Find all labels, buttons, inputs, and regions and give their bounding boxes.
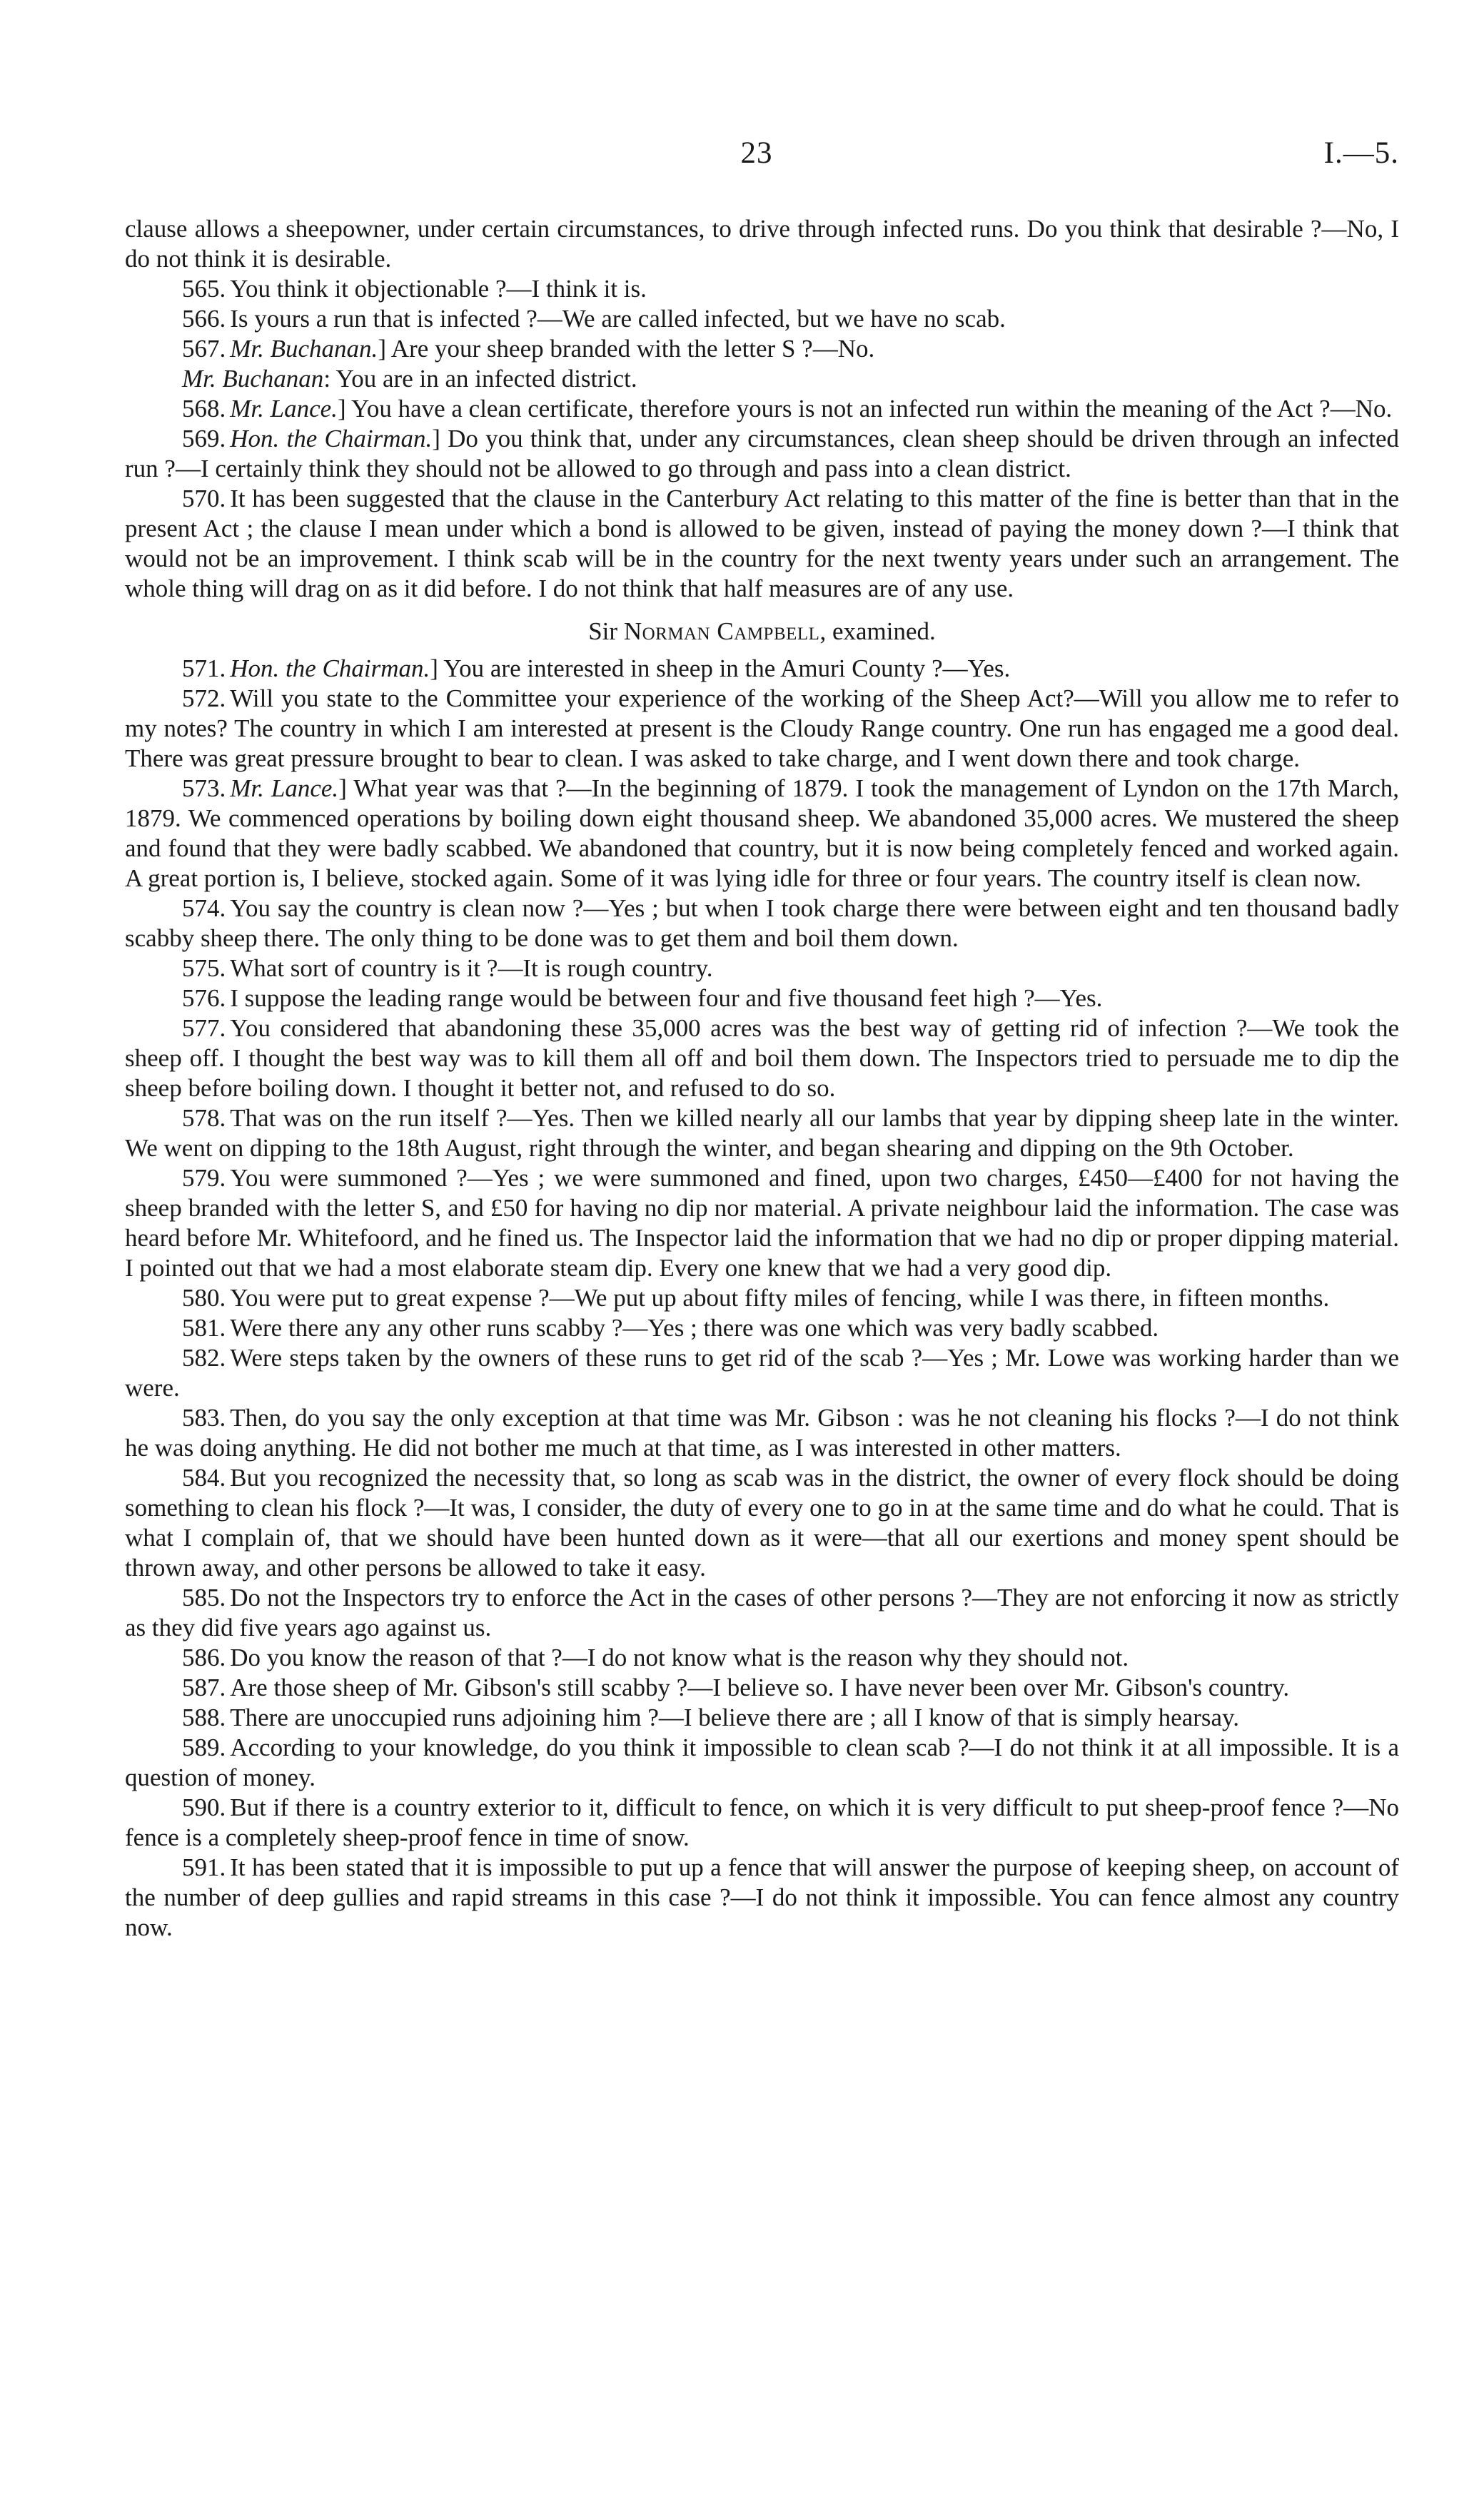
question-589 (125, 1733, 1399, 1793)
question-567 (125, 334, 1399, 364)
question-574 (125, 894, 1399, 953)
question-text: You were summoned ?—Yes ; we were summoned and fined, upon two charges, £450—£400 for not having the sheep branded with the letter S, and £50 for having no dip nor material. A private neighbour laid the information. The case was heard before Mr. Whitefoord, and he fined us. The Inspector laid the information that we had no dip or proper dipping material. I pointed out that we had a most elaborate steam dip. Every one knew that we had a very good dip. (125, 1164, 1399, 1282)
question-text: ] Are your sheep branded with the letter S ?—No. (378, 335, 875, 363)
question-text: Is yours a run that is infected ?—We are called infected, but we have no scab. (230, 305, 1006, 333)
question-text: It has been stated that it is impossible to put up a fence that will answer the purpose of keeping sheep, on account of the number of deep gullies and rapid streams in this case ?—I do not think it impossible. You can fence almost any country now. (125, 1853, 1399, 1941)
question-text: ] Do you think that, under any circumstances, clean sheep should be driven through an infected run ?—I certainly think they should not be allowed to go through and pass into a clean district. (125, 425, 1399, 482)
speaker-name: Mr. Buchanan. (230, 335, 378, 363)
question-text: Do not the Inspectors try to enforce the Act in the cases of other persons ?—They are not enforcing it now as strictly as they did five years ago against us. (125, 1584, 1399, 1641)
question-number: 587. (182, 1674, 226, 1701)
question-number: 582. (182, 1344, 226, 1372)
question-588 (125, 1703, 1399, 1733)
question-text: There are unoccupied runs adjoining him ?—I believe there are ; all I know of that is simply hearsay. (230, 1704, 1240, 1731)
question-text: It has been suggested that the clause in the Canterbury Act relating to this matter of the fine is better than that in the present Act ; the clause I mean under which a bond is allowed to be given, instead of paying the money down ?—I think that would not be an improvement. I think scab will be in the country for the next twenty years under such an arrangement. The whole thing will drag on as it did before. I do not think that half measures are of any use. (125, 485, 1399, 602)
question-text: You were put to great expense ?—We put up about fifty miles of fencing, while I was there, in fifteen months. (230, 1284, 1330, 1312)
question-number: 577. (182, 1014, 226, 1042)
question-591 (125, 1853, 1399, 1943)
question-text: ] What year was that ?—In the beginning of 1879. I took the management of Lyndon on the 17th March, 1879. We commenced operations by boiling down eight thousand sheep. We abandoned 35,000 acres. We mustered the sheep and found that they were badly scabbed. We abandoned that country, but it is now being completely fenced and worked again. A great portion is, I believe, stocked again. Some of it was lying idle for three or four years. The country itself is clean now. (125, 774, 1399, 892)
question-text: Then, do you say the only exception at that time was Mr. Gibson : was he not cleaning his flocks ?—I do not think he was doing anything. He did not bother me much at that time, as I was interested in other matters. (125, 1404, 1399, 1462)
question-568 (125, 394, 1399, 424)
question-581 (125, 1313, 1399, 1343)
question-number: 567. (182, 335, 226, 363)
question-571 (125, 654, 1399, 684)
witness-suffix: , examined. (819, 617, 936, 645)
question-number: 585. (182, 1584, 226, 1611)
witness-name: Norman Campbell (623, 617, 820, 645)
remark-text: : You are in an infected district. (323, 365, 637, 393)
question-text: Were there any any other runs scabby ?—Yes ; there was one which was very badly scabbed. (230, 1314, 1159, 1342)
question-number: 581. (182, 1314, 226, 1342)
question-number: 569. (182, 425, 226, 452)
question-text: Will you state to the Committee your experience of the working of the Sheep Act?—Will you allow me to refer to my notes? The country in which I am interested at present is the Cloudy Range country. One run has engaged me a good deal. There was great pressure brought to bear to clean. I was asked to take charge, and I went down there and took charge. (125, 684, 1399, 772)
question-number: 572. (182, 684, 226, 712)
question-number: 589. (182, 1734, 226, 1761)
question-number: 566. (182, 305, 226, 333)
question-number: 580. (182, 1284, 226, 1312)
question-586 (125, 1643, 1399, 1673)
remark-buchanan (125, 364, 1399, 394)
question-number: 579. (182, 1164, 226, 1192)
question-text: But if there is a country exterior to it, difficult to fence, on which it is very difficult to put sheep-proof fence ?—No fence is a completely sheep-proof fence in time of snow. (125, 1793, 1399, 1851)
witness-heading (125, 617, 1399, 647)
question-text: I suppose the leading range would be between four and five thousand feet high ?—Yes. (230, 984, 1103, 1012)
question-584 (125, 1463, 1399, 1583)
question-578 (125, 1103, 1399, 1163)
question-text: Do you know the reason of that ?—I do not know what is the reason why they should not. (230, 1644, 1129, 1671)
question-566 (125, 304, 1399, 334)
question-text: That was on the run itself ?—Yes. Then we killed nearly all our lambs that year by dipping sheep late in the winter. We went on dipping to the 18th August, right through the winter, and began shearing and dipping on the 9th October. (125, 1104, 1399, 1162)
question-580 (125, 1283, 1399, 1313)
question-590 (125, 1793, 1399, 1853)
speaker-name: Hon. the Chairman. (230, 654, 430, 682)
question-569 (125, 424, 1399, 484)
question-number: 576. (182, 984, 226, 1012)
question-text: Are those sheep of Mr. Gibson's still scabby ?—I believe so. I have never been over Mr. Gibson's country. (230, 1674, 1290, 1701)
question-number: 588. (182, 1704, 226, 1731)
question-583 (125, 1403, 1399, 1463)
question-number: 571. (182, 654, 226, 682)
question-number: 578. (182, 1104, 226, 1132)
question-number: 570. (182, 485, 226, 512)
question-573 (125, 774, 1399, 894)
question-number: 584. (182, 1464, 226, 1492)
question-570 (125, 484, 1399, 604)
question-number: 565. (182, 275, 226, 303)
witness-title: Sir (588, 617, 618, 645)
question-number: 575. (182, 954, 226, 982)
testimony-section-2 (125, 654, 1399, 1943)
question-575 (125, 953, 1399, 983)
question-text: According to your knowledge, do you think it impossible to clean scab ?—I do not think it at all impossible. It is a question of money. (125, 1734, 1399, 1791)
question-587 (125, 1673, 1399, 1703)
question-text: But you recognized the necessity that, so long as scab was in the district, the owner of every flock should be doing something to clean his flock ?—It was, I consider, the duty of every one to go in at the same time and do what he could. That is what I complain of, that we should have been hunted down as it were—that all our exertions and money spent should be thrown away, and other persons be allowed to take it easy. (125, 1464, 1399, 1582)
question-582 (125, 1343, 1399, 1403)
question-text: Were steps taken by the owners of these runs to get rid of the scab ?—Yes ; Mr. Lowe was working harder than we were. (125, 1344, 1399, 1402)
question-text: You think it objectionable ?—I think it is. (230, 275, 647, 303)
question-585 (125, 1583, 1399, 1643)
question-number: 568. (182, 395, 226, 422)
question-text: You considered that abandoning these 35,000 acres was the best way of getting rid of infection ?—We took the sheep off. I thought the best way was to kill them all off and boil them down. The Inspectors tried to persuade me to dip the sheep before boiling down. I thought it better not, and refused to do so. (125, 1014, 1399, 1102)
speaker-name: Mr. Lance. (230, 395, 338, 422)
question-576 (125, 983, 1399, 1013)
document-reference: I.—5. (1323, 136, 1399, 170)
question-number: 574. (182, 894, 226, 922)
question-577 (125, 1013, 1399, 1103)
speaker-name: Mr. Buchanan (182, 365, 324, 393)
question-number: 586. (182, 1644, 226, 1671)
question-572 (125, 684, 1399, 774)
page-number: 23 (740, 136, 773, 170)
continued-paragraph: clause allows a sheepowner, under certain circumstances, to drive through infected runs. Do you think that desirable ?—No, I do not think it is desirable. (125, 215, 1399, 273)
question-number: 590. (182, 1793, 226, 1821)
question-text: You say the country is clean now ?—Yes ; but when I took charge there were between eight and ten thousand badly scabby sheep there. The only thing to be done was to get them and boil them down. (125, 894, 1399, 952)
testimony-body (125, 214, 1399, 1943)
question-text: What sort of country is it ?—It is rough country. (230, 954, 713, 982)
testimony-section-1 (125, 274, 1399, 604)
question-text: ] You have a clean certificate, therefore yours is not an infected run within the meaning of the Act ?—No. (337, 395, 1393, 422)
speaker-name: Hon. the Chairman. (230, 425, 433, 452)
question-number: 591. (182, 1853, 226, 1881)
question-number: 573. (182, 774, 226, 802)
question-579 (125, 1163, 1399, 1283)
question-text: ] You are interested in sheep in the Amuri County ?—Yes. (430, 654, 1011, 682)
question-565 (125, 274, 1399, 304)
speaker-name: Mr. Lance. (230, 774, 339, 802)
question-number: 583. (182, 1404, 226, 1432)
